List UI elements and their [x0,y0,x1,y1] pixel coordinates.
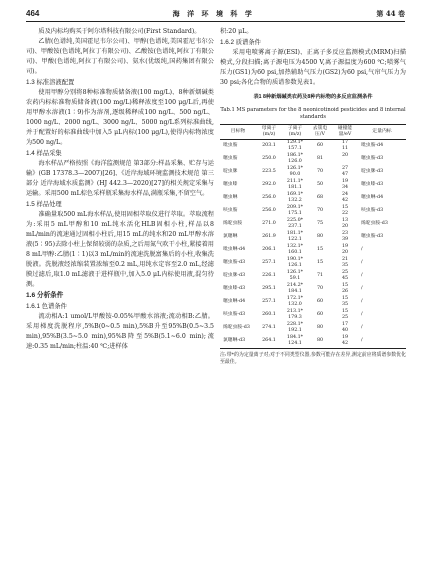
cell-target: 烯啶虫胺 [223,221,243,227]
cell-parent-ion: 260.1 [262,312,276,318]
cell-parent-ion: 203.1 [262,143,276,149]
cell-cone-voltage: 60 [316,299,324,305]
cell-internal-standard: 噻虫胺-d3 [361,234,384,240]
paragraph: 海水样品严格按照《海洋监测规范 第3部分:样品采集、贮存与运输》(GB 17378.3—2007)[26]、《近岸海域环境监测技术规范 第三部分 近岸海域水质监测》(HJ 442.3—2020)[27]的相关规定采集与运输。采用500 mL棕色采样瓶采集海水样品,满瓶采集,不留空气。 [26,160,214,197]
cell-collision-energy: 35 [341,263,349,269]
cell-collision-energy: 24 [341,191,349,197]
cell-product-ion: 181.1* [286,230,304,236]
right-column-text [220,27,406,88]
paragraph: 采用电喷雾离子源(ESI)、正离子多反应监测模式(MRM)扫描模式,分段扫描;离子源电压为4500 V,离子源温度为600 ℃;喷雾气压力(GS1)为60 psi,加热辅助气压力(GS2)为60 psi,气帘气压力为30 psi;各化合物的质谱参数见表1。 [220,49,406,86]
cell-product-ion: 184.1* [286,334,304,340]
table-caption-en: Tab.1 MS parameters for the 8 neonicotinoid pesticides and 8 internal standards [220,107,406,120]
cell-internal-standard: 呋虫胺-d3 [361,208,384,214]
cell-product-ion: 90.0 [289,172,301,178]
col-internal-standard: 定量内标 [372,128,392,134]
cell-parent-ion: 295.1 [262,286,276,292]
cell-collision-energy: 42 [341,198,349,204]
cell-product-ion: 122.1 [288,237,302,243]
col-target: 目标物 [230,128,246,134]
ms-parameter-table [220,124,406,349]
cell-product-ion: 175.1 [288,211,302,217]
page-header [0,0,427,22]
cell-internal-standard: 噻虫啉-d4 [361,195,384,201]
paragraph: 积:20 μL。 [220,28,253,35]
cell-internal-standard: / [361,260,363,266]
cell-collision-energy: 19 [341,334,349,340]
cell-target: 啶虫脒-d3 [223,273,246,279]
table-row [220,309,406,316]
header-rule [26,21,405,22]
cell-collision-energy: 11 [341,146,349,152]
cell-cone-voltage: 60 [316,312,324,318]
cell-target: 噻虫嗪-d3 [223,286,246,292]
cell-product-ion: 126.1* [286,269,304,275]
cell-collision-energy: 15 [341,308,349,314]
cell-cone-voltage: 70 [316,286,324,292]
cell-collision-energy: 17 [341,139,349,145]
cell-product-ion: 225.0* [286,217,304,223]
cell-target: 呋虫胺-d3 [223,312,246,318]
section-heading: 1.5 样品处理 [26,201,62,208]
cell-internal-standard: / [361,299,363,305]
cell-parent-ion: 256.0 [262,208,276,214]
table-row [220,192,406,199]
table-row [220,335,406,342]
paragraph: 使用甲醇分别将8种标准物质储备液(100 mg/L)、8种新烟碱类农药内标标准物质储备液(100 mg/L)稀释浓度至100 μg/L后,再使用甲醇水溶液(1∶9)作为溶剂,逐级稀释成100 ng/L、500 ng/L、1000 ng/L、2000 ng/L、3000 ng/L、5000 ng/L系列标准曲线,并于配置好的标准曲线中加入5 μL内标(100 μg/L),使得内标物浓度为500 ng/L。 [26,89,214,146]
table-row [220,179,406,186]
cell-internal-standard: / [361,338,363,344]
right-column [220,27,406,366]
cell-internal-standard: 啶虫脒-d3 [361,169,384,175]
cell-product-ion: 179.3 [288,315,302,321]
cell-target: 氯噻啉-d3 [223,338,246,344]
cell-internal-standard: 吡虫胺-d4 [361,143,384,149]
cell-cone-voltage: 60 [316,143,324,149]
cell-product-ion: 129.1* [286,139,304,145]
cell-target: 吡虫胺 [223,143,238,149]
cell-target: 啶虫脒 [223,169,238,175]
cell-product-ion: 209.1* [286,204,304,210]
table-row [220,231,406,238]
cell-collision-energy: 42 [341,341,349,347]
section-heading: 1.4 样品采集 [26,150,62,157]
col-collision-energy: 碰撞能量/eV [337,126,353,137]
cell-product-ion: 126.0 [288,159,302,165]
cell-cone-voltage: 81 [316,156,324,162]
paragraph: 质及内标均购买于阿尔塔科技有限公司(First Standard)。 [38,28,201,35]
cell-target: 氯噻啉 [223,234,238,240]
table-row [220,296,406,303]
cell-cone-voltage: 70 [316,169,324,175]
cell-cone-voltage: 75 [316,221,324,227]
cell-parent-ion: 271.0 [262,221,276,227]
cell-collision-energy: 35 [341,302,349,308]
cell-product-ion: 59.1 [289,276,301,282]
cell-internal-standard: / [361,312,363,318]
journal-title: 海 洋 环 境 科 学 [172,9,255,18]
cell-internal-standard: / [361,273,363,279]
cell-parent-ion: 261.9 [262,234,276,240]
cell-collision-energy: 26 [341,289,349,295]
cell-collision-energy: 45 [341,276,349,282]
cell-target: 噻虫嗪 [223,182,238,188]
cell-product-ion: 214.2* [286,282,304,288]
cell-product-ion: 181.1 [288,185,302,191]
table-row [220,205,406,212]
cell-target: 吡虫啉-d4 [223,247,246,253]
cell-target: 烯啶虫胺-d3 [223,325,250,331]
volume-label: 第 44 卷 [376,9,405,18]
cell-product-ion: 186.1* [286,152,304,158]
cell-cone-voltage: 80 [316,338,324,344]
table-row [220,283,406,290]
table-header [220,125,406,140]
table-note: 注:带*的为定量离子对;对于不同类型仪器,参数可能存在差异,测定前应将质谱参数优化至最佳。 [220,351,406,365]
cell-product-ion: 132.0 [288,302,302,308]
cell-collision-energy: 39 [341,237,349,243]
table-body [220,139,406,348]
cell-internal-standard: 烯啶虫胺-d3 [361,221,388,227]
cell-product-ion: 190.1* [286,256,304,262]
cell-product-ion: 132.1* [286,243,304,249]
cell-parent-ion: 206.1 [262,247,276,253]
cell-target: 噻虫胺-d3 [223,260,246,266]
cell-parent-ion: 292.0 [262,182,276,188]
cell-parent-ion: 256.0 [262,195,276,201]
table-row [220,270,406,277]
cell-product-ion: 124.1 [288,341,302,347]
cell-target: 噻虫胺 [223,156,238,162]
cell-cone-voltage: 80 [316,325,324,331]
cell-target: 噻虫啉 [223,195,238,201]
table-row [220,257,406,264]
cell-collision-energy: 20 [341,250,349,256]
cell-collision-energy: 47 [341,172,349,178]
cell-cone-voltage: 15 [316,247,324,253]
cell-collision-energy: 25 [341,269,349,275]
cell-product-ion: 184.1 [288,289,302,295]
page-number: 464 [26,9,40,18]
cell-parent-ion: 226.1 [262,273,276,279]
cell-collision-energy: 27 [341,165,349,171]
cell-parent-ion: 257.1 [262,260,276,266]
cell-collision-energy: 34 [341,185,349,191]
cell-internal-standard: 噻虫嗪-d3 [361,182,384,188]
section-heading: 1.3 标准溶液配置 [26,79,75,86]
cell-parent-ion: 223.5 [262,169,276,175]
cell-product-ion: 157.1 [288,146,302,152]
cell-product-ion: 211.1* [286,178,304,184]
table-row [220,244,406,251]
section-heading: 1.6.2 质谱条件 [220,39,261,46]
table-row [220,166,406,173]
cell-parent-ion: 257.1 [262,299,276,305]
cell-collision-energy: 19 [341,243,349,249]
table-row [220,218,406,225]
cell-product-ion: 160.1 [288,250,302,256]
cell-collision-energy: 19 [341,178,349,184]
cell-collision-energy: 25 [341,315,349,321]
cell-collision-energy: 15 [341,295,349,301]
table-row [220,153,406,160]
cell-collision-energy: 20 [341,152,349,158]
cell-cone-voltage: 50 [316,182,324,188]
cell-collision-energy: 21 [341,256,349,262]
section-heading: 1.6.1 色谱条件 [26,303,67,310]
cell-collision-energy: 13 [341,217,349,223]
cell-collision-energy: 15 [341,204,349,210]
cell-target: 呋虫胺 [223,208,238,214]
cell-product-ion: 126.1* [286,165,304,171]
cell-internal-standard: / [361,247,363,253]
table-row [220,139,406,146]
cell-parent-ion: 274.1 [262,325,276,331]
table-caption: 表1 8种新烟碱类农药及8种内标物的多反应监测条件 [253,94,373,100]
cell-product-ion: 213.1* [286,308,304,314]
col-parent-ion: 母离子(m/z) [261,126,277,137]
cell-collision-energy: 23 [341,230,349,236]
cell-product-ion: 132.2 [288,198,302,204]
cell-parent-ion: 250.0 [262,156,276,162]
cell-cone-voltage: 80 [316,234,324,240]
cell-product-ion: 169.1* [286,191,304,197]
left-column [26,27,214,352]
col-product-ion: 子离子(m/z) [287,126,303,137]
cell-product-ion: 172.1* [286,295,304,301]
cell-internal-standard: / [361,325,363,331]
paragraph: 流动相A:1 umol/L甲酸铵-0.05%甲酸水溶液;流动相B:乙腈。采用梯度洗脱程序,5%B(0~0.5 min),5%B升至95%B(0.5~3.5 min),95%B(3.5~5.0 min),95%B降至5%B(5.1~6.0 min);流速:0.35 mL/min;柱温:40 ℃;进样体 [26,313,214,350]
cell-product-ion: 237.1 [288,224,302,230]
paragraph: 准确量取500 mL海水样品,使用固相萃取仪进行萃取。萃取流程为:采用5 mL甲醇和10 mL纯水活化HLB固相小柱,样品以8 mL/min的流速通过固相小柱后,用15 mL的纯水和20 mL甲醇水溶液(5∶95)去除小柱上保留较弱的杂质,之后用氮气吹干小柱,紧接着用8 mL甲醇:乙腈(1∶1)以3 mL/min的流速洗脱富集后的小柱,收集洗脱液。洗脱液经浓缩装置浓缩至0.2 mL,用纯水定容至2.0 mL,经滤膜过滤后,取1.0 mL滤液于进样瓶中,加入5.0 μL内标使用液,混匀待测。 [26,211,214,288]
cell-cone-voltage: 15 [316,260,324,266]
cell-product-ion: 126.1 [288,263,302,269]
section-heading: 1.6 分析条件 [26,292,64,299]
cell-collision-energy: 17 [341,321,349,327]
cell-product-ion: 228.1* [286,321,304,327]
cell-collision-energy: 40 [341,328,349,334]
cell-product-ion: 192.1 [288,328,302,334]
cell-internal-standard: / [361,286,363,292]
cell-collision-energy: 22 [341,211,349,217]
cell-collision-energy: 15 [341,282,349,288]
table-row [220,322,406,329]
cell-cone-voltage: 71 [316,273,324,279]
paragraph: 乙腈(色谱纯,美国霍尼韦尔公司)、甲醇(色谱纯,美国霍尼韦尔公司)、甲酸铵(色谱纯,阿拉丁有限公司)、乙酸铵(色谱纯,阿拉丁有限公司)、甲酸(色谱纯,阿拉丁有限公司)、氨水(优级纯,国药集团有限公司)。 [26,38,214,75]
cell-internal-standard: 噻虫胺-d3 [361,156,384,162]
cell-parent-ion: 264.1 [262,338,276,344]
cell-target: 噻虫啉-d4 [223,299,246,305]
cell-cone-voltage: 70 [316,208,324,214]
cell-cone-voltage: 68 [316,195,324,201]
col-cone-voltage: 去簇电压/V [312,126,328,137]
cell-collision-energy: 20 [341,224,349,230]
